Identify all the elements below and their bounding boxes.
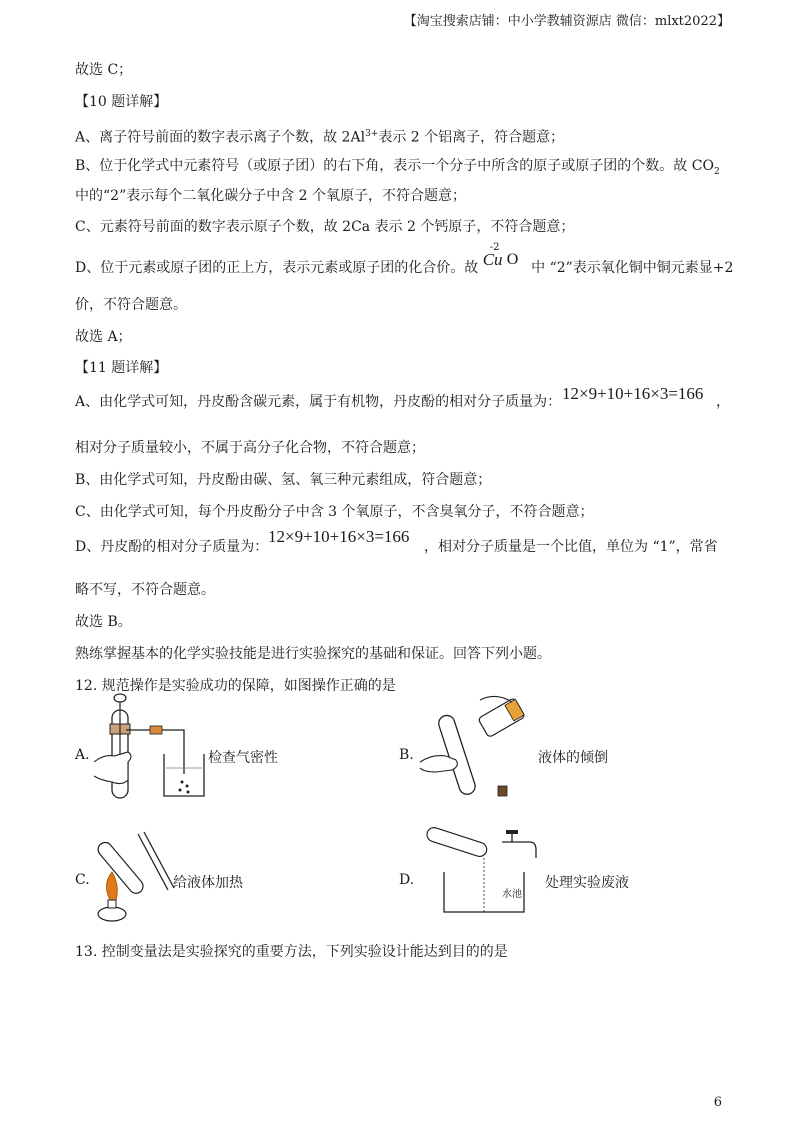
q10-option-d-line2: 价，不符合题意。 (75, 297, 187, 313)
q10-option-c: C、元素符号前面的数字表示原子个数，故 2Ca 表示 2 个钙原子，不符合题意； (75, 219, 575, 235)
q11-option-d-line2: 略不写，不符合题意。 (75, 582, 215, 598)
q11-option-b: B、由化学式可知，丹皮酚由碳、氢、氧三种元素组成，符合题意； (75, 472, 492, 488)
heating-figure (92, 828, 176, 924)
section-intro: 熟练掌握基本的化学实验技能是进行实验探究的基础和保证。回答下列小题。 (75, 646, 551, 662)
q11-title: 【11 题详解】 (75, 360, 168, 376)
q12-option-c-caption: 给液体加热 (173, 875, 243, 891)
q12-option-c-letter: C. (75, 872, 90, 888)
valence-formula: -2 Cu O (482, 242, 519, 269)
q11-conclusion: 故选 B。 (75, 614, 132, 630)
pouring-figure (416, 692, 540, 804)
waste-disposal-figure (420, 822, 546, 916)
q11-option-a: A、由化学式可知，丹皮酚含碳元素，属于有机物，丹皮酚的相对分子质量为： (75, 394, 562, 410)
sink-label: 水池 (502, 889, 522, 900)
q9-conclusion: 故选 C； (75, 62, 133, 78)
q12-option-b-letter: B. (399, 747, 414, 763)
q13-stem: 13. 控制变量法是实验探究的重要方法，下列实验设计能达到目的的是 (75, 944, 508, 960)
q12-option-a-caption: 检查气密性 (208, 750, 278, 766)
q12-option-b-caption: 液体的倾倒 (538, 750, 608, 766)
q11-option-d-post: ，相对分子质量是一个比值，单位为 “1”，常省 (424, 539, 718, 555)
q11-a-comma: ， (716, 394, 730, 410)
airtightness-figure (92, 690, 217, 802)
q11-a-math: 12×9+10+16×3=166 (562, 384, 704, 403)
q10-option-b-line1: B、位于化学式中元素符号（或原子团）的右下角，表示一个分子中所含的原子或原子团的个数。故 $CO_2$ (75, 158, 720, 177)
q10-option-a: A、离子符号前面的数字表示离子个数，故 $2Al^{3+}$表示 2 个铝离子，符合题意； (75, 129, 565, 146)
q10-title: 【10 题详解】 (75, 94, 168, 110)
q10-option-d: D、位于元素或原子团的正上方，表示元素或原子团的化合价。故 -2 Cu O 中 “2”表示氧化铜中铜元素显+2 (75, 242, 734, 276)
q10-conclusion: 故选 A； (75, 329, 132, 345)
q10-option-b-line2: 中的“2”表示每个二氧化碳分子中含 2 个氧原子，不符合题意； (75, 188, 467, 204)
page-number: 6 (713, 1095, 722, 1110)
q12-stem: 12. 规范操作是实验成功的保障，如图操作正确的是 (75, 678, 396, 694)
page-header: 【淘宝搜索店铺：中小学教辅资源店 微信：mlxt2022】 (403, 14, 730, 29)
q12-option-d-caption: 处理实验废液 (545, 875, 629, 891)
q11-option-a-line2: 相对分子质量较小，不属于高分子化合物，不符合题意； (75, 440, 425, 456)
q12-option-d-letter: D. (399, 872, 415, 888)
q11-d-math: 12×9+10+16×3=166 (268, 527, 410, 546)
q12-option-a-letter: A. (75, 747, 90, 763)
q11-option-d: D、丹皮酚的相对分子质量为： (75, 539, 269, 555)
q11-option-c: C、由化学式可知，每个丹皮酚分子中含 3 个氧原子，不含臭氧分子，不符合题意； (75, 504, 594, 520)
